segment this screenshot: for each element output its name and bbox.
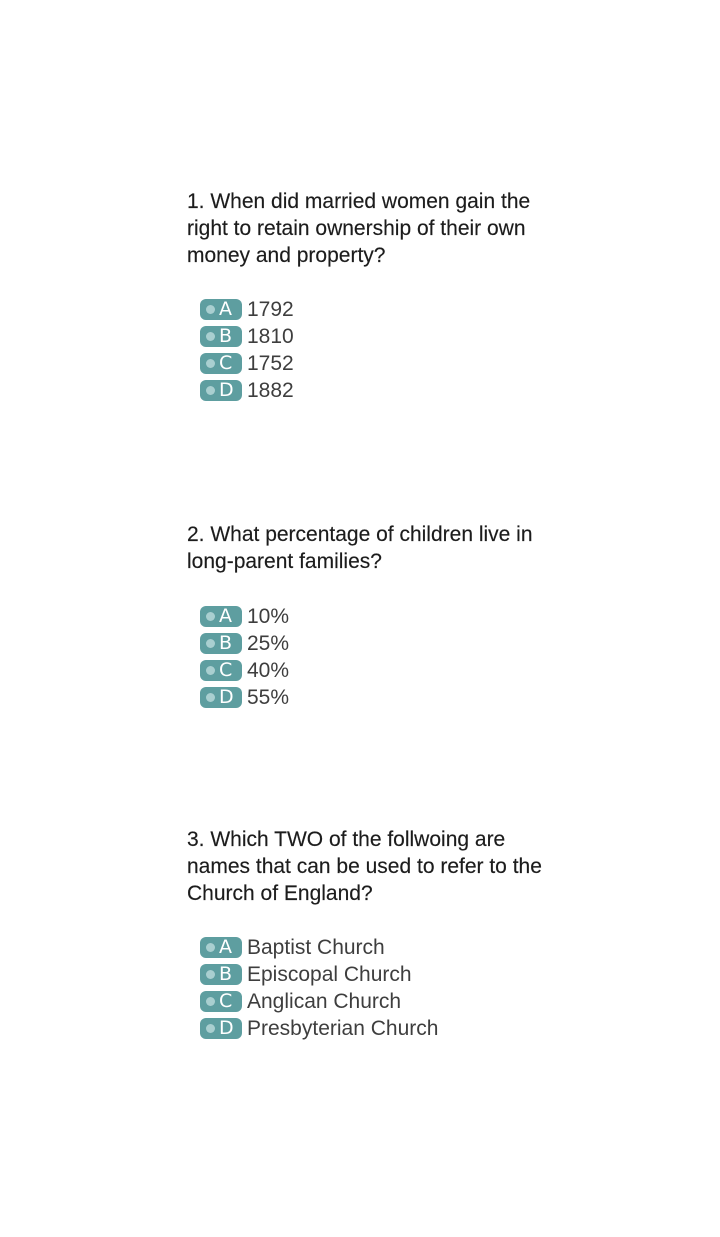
radio-dot-icon: [206, 332, 215, 341]
option-a-badge[interactable]: [200, 606, 242, 627]
option-a-badge[interactable]: [200, 299, 242, 320]
question-1-text: 1. When did married women gain the right to retain ownership of their own money and property?: [187, 190, 531, 267]
option-text: 1810: [247, 325, 294, 348]
option-c-badge[interactable]: [200, 991, 242, 1012]
question-1-option-c[interactable]: [200, 350, 567, 377]
option-letter: A: [219, 936, 232, 958]
option-d-badge[interactable]: [200, 1018, 242, 1039]
option-letter: C: [219, 659, 233, 681]
option-letter: D: [219, 379, 234, 401]
question-2-options: [187, 603, 567, 711]
option-text: 40%: [247, 659, 290, 682]
option-letter: A: [219, 298, 232, 320]
radio-dot-icon: [206, 693, 215, 702]
question-3-option-a[interactable]: [200, 934, 567, 961]
question-1: [187, 188, 567, 404]
option-d-badge[interactable]: [200, 380, 242, 401]
question-2-option-a[interactable]: [200, 603, 567, 630]
option-text: 55%: [247, 686, 290, 709]
question-3-text: 3. Which TWO of the follwoing are names that can be used to refer to the Church of England?: [187, 828, 542, 905]
radio-dot-icon: [206, 305, 215, 314]
option-letter: B: [219, 325, 233, 347]
option-c-badge[interactable]: [200, 353, 242, 374]
radio-dot-icon: [206, 612, 215, 621]
option-d-badge[interactable]: [200, 687, 242, 708]
question-1-option-b[interactable]: [200, 323, 567, 350]
option-letter: D: [219, 686, 234, 708]
option-letter: C: [219, 990, 233, 1012]
question-2-option-b[interactable]: [200, 630, 567, 657]
radio-dot-icon: [206, 970, 215, 979]
question-2-text: 2. What percentage of children live in long-parent families?: [187, 523, 533, 573]
option-c-badge[interactable]: [200, 660, 242, 681]
question-3-option-d[interactable]: [200, 1015, 567, 1042]
option-letter: D: [219, 1017, 234, 1039]
option-text: 10%: [247, 605, 290, 628]
option-text: Episcopal Church: [247, 963, 412, 986]
option-a-badge[interactable]: [200, 937, 242, 958]
option-b-badge[interactable]: [200, 633, 242, 654]
radio-dot-icon: [206, 359, 215, 368]
radio-dot-icon: [206, 666, 215, 675]
question-2: [187, 521, 567, 711]
option-text: 1882: [247, 379, 294, 402]
option-text: Anglican Church: [247, 990, 402, 1013]
option-text: Presbyterian Church: [247, 1017, 439, 1040]
question-1-option-a[interactable]: [200, 296, 567, 323]
question-3-options: [187, 934, 567, 1042]
question-2-option-c[interactable]: [200, 657, 567, 684]
radio-dot-icon: [206, 1024, 215, 1033]
option-letter: C: [219, 352, 233, 374]
option-text: 1752: [247, 352, 294, 375]
option-letter: B: [219, 963, 233, 985]
option-text: 1792: [247, 298, 294, 321]
option-text: Baptist Church: [247, 936, 385, 959]
radio-dot-icon: [206, 386, 215, 395]
question-2-option-d[interactable]: [200, 684, 567, 711]
question-1-option-d[interactable]: [200, 377, 567, 404]
question-1-options: [187, 296, 567, 404]
radio-dot-icon: [206, 639, 215, 648]
option-letter: B: [219, 632, 233, 654]
question-3: [187, 826, 567, 1042]
question-3-option-b[interactable]: [200, 961, 567, 988]
radio-dot-icon: [206, 997, 215, 1006]
radio-dot-icon: [206, 943, 215, 952]
option-b-badge[interactable]: [200, 326, 242, 347]
option-text: 25%: [247, 632, 290, 655]
option-letter: A: [219, 605, 232, 627]
option-b-badge[interactable]: [200, 964, 242, 985]
question-3-option-c[interactable]: [200, 988, 567, 1015]
